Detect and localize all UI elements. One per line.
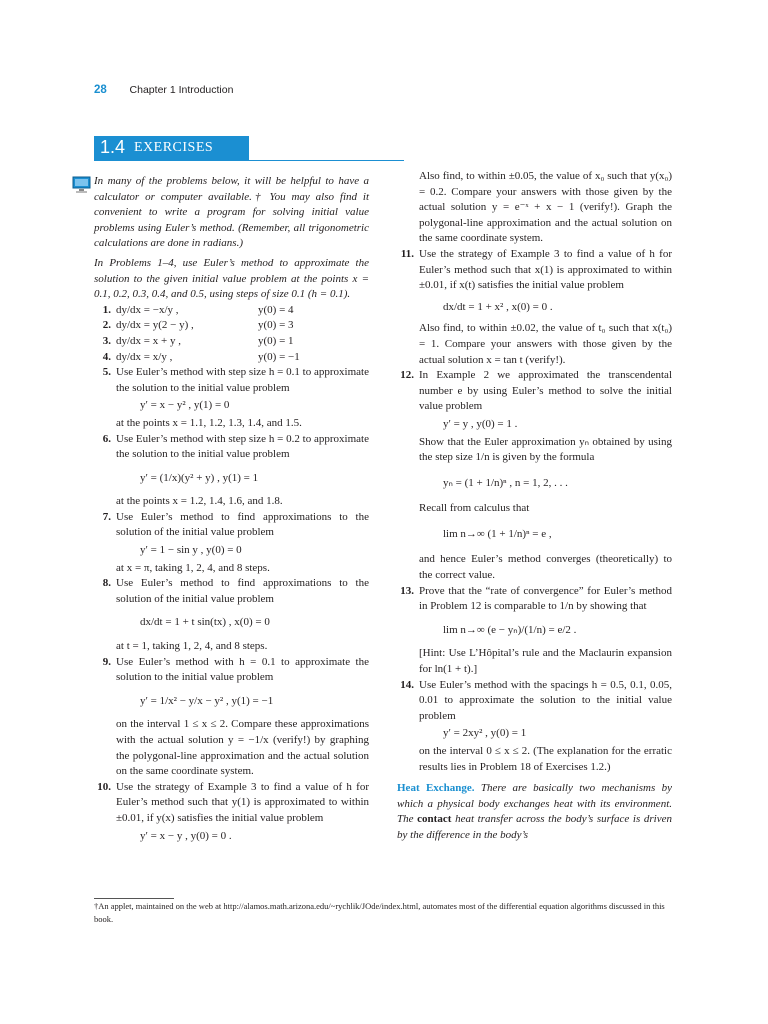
problem-10: 10. Use the strategy of Example 3 to find a value of h for Euler’s method such that y(1) is approximated to within ±0.01, if y(x) satisfies the initial value problem y′ = x − y , y(0) = 0 . [97,780,369,842]
section-title: EXERCISES [134,140,214,155]
problem-6: 6. Use Euler’s method with step size h = 0.2 to approximate the solution to the initial value problem y′ = (1/x)(y² + y) , y(1) = 1 at the points x = 1.2, 1.4, 1.6, and 1.8. [102,432,369,508]
footnote-rule [94,898,174,899]
problem-9: 9. Use Euler’s method with h = 0.1 to approximate the solution to the initial value problem y′ = 1/x² − y/x − y² , y(1) = −1 on the interval 1 ≤ x ≤ 2. Compare these approximations with the actual solution y = −1/x (verify!) by graphing the polygonal-line approximation and the actual solution on the same coordinate system. [102,655,369,778]
problem-7: 7. Use Euler’s method to find approximations to the solution of the initial value problem y′ = 1 − sin y , y(0) = 0 at x = π, taking 1, 2, 4, and 8 steps. [102,510,369,574]
problem-4: 4. dy/dx = x/y , y(0) = −1 [102,350,300,363]
problem-10-continued: Also find, to within ±0.05, the value of x₀ such that y(x₀) = 0.2. Compare your answers with those given by the actual solution y = e⁻ˣ + x − 1 (verify!). Graph the polygonal-line approximation and the actual solution on the same coordinate system. [419,170,672,245]
section-banner [94,136,249,160]
section-number: 1.4 [100,137,126,157]
right-column [397,169,672,844]
problem-11: 11. Use the strategy of Example 3 to find a value of h for Euler’s method such that x(1) is approximated to within ±0.01, if x(t) satisfies the initial value problem dx/dt = 1 + x² , x(0) = 0 . Also find, to within ±0.02, the value of t₀ such that x(t₀) = 1. Compare your answers with those given by the actual solution x = tan t (verify!). [400,247,672,366]
problem-8: 8. Use Euler’s method to find approximations to the solution of the initial value problem dx/dt = 1 + t sin(tx) , x(0) = 0 at t = 1, taking 1, 2, 4, and 8 steps. [102,577,369,653]
intro-paragraph: In many of the problems below, it will be helpful to have a calculator or computer available.† You may also find it convenient to write a program for solving initial value problems using Euler’s method. (Remember, all trigonometric calculations are done in radians.) [94,175,369,250]
problem-2: 2. dy/dx = y(2 − y) , y(0) = 3 [102,319,294,332]
problem-3: 3. dy/dx = x + y , y(0) = 1 [102,334,294,347]
footnote: †An applet, maintained on the web at http://alamos.math.arizona.edu/~rychlik/JOde/index.html, automates most of the differential equation algorithms discussed in this book. [94,901,665,924]
problem-13: 13. Prove that the “rate of convergence” for Euler’s method in Problem 12 is comparable to 1/n by showing that lim n→∞ (e − yₙ)/(1/n) = e/2 . [Hint: Use L’Hôpital’s rule and the Maclaurin expansion for ln(1 + t).] [400,584,672,676]
problem-12: 12. In Example 2 we approximated the transcendental number e by using Euler’s method to solve the initial value problem y′ = y , y(0) = 1 . Show that the Euler approximation yₙ obtained by using the step size 1/n is given by the formula yₙ = (1 + 1/n)ⁿ , n = 1, 2, . . . Recall from calculus that lim n→∞ (1 + 1/n)ⁿ = e , and hence Euler’s method converges (theoretically) to the correct value. [400,369,672,582]
section-rule [94,160,404,161]
problem-14: 14. Use Euler’s method with the spacings h = 0.5, 0.1, 0.05, 0.01 to approximate the solution to the initial value problem y′ = 2xy² , y(0) = 1 on the interval 0 ≤ x ≤ 2. (The explanation for the erratic results lies in Problem 18 of Exercises 1.2.) [400,678,672,773]
problem-1: 1. dy/dx = −x/y , y(0) = 4 [102,303,294,316]
problem-5: 5. Use Euler’s method with step size h = 0.1 to approximate the solution to the initial value problem y′ = x − y² , y(1) = 0 at the points x = 1.1, 1.2, 1.3, 1.4, and 1.5. [102,366,369,429]
left-column [94,174,369,846]
chapter-title: Chapter 1 Introduction [129,84,234,96]
page-header [94,84,233,96]
problems-1-4-instructions: In Problems 1–4, use Euler’s method to approximate the solution to the given initial value problem at the points x = 0.1, 0.2, 0.3, 0.4, and 0.5, using steps of size 0.1 (h = 0.1). [94,256,369,301]
page-number: 28 [94,84,107,96]
computer-icon [72,175,92,195]
heat-exchange-label: Heat Exchange. [397,782,475,795]
heat-exchange-paragraph: Heat Exchange. There are basically two mechanisms by which a physical body exchanges heat with its environment. The contact heat transfer across the body’s surface is driven by the difference in the body’s [397,782,673,841]
